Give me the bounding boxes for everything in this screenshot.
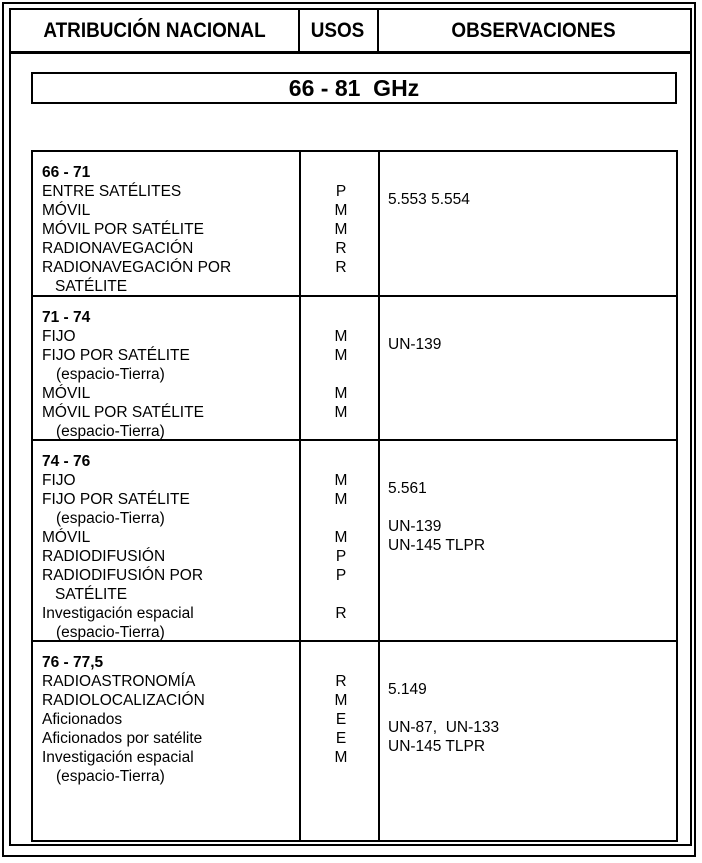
observations-cell (388, 680, 668, 756)
use-code: P (335, 183, 347, 200)
service-label: RADIONAVEGACIÓN POR (42, 259, 232, 276)
table-row (33, 640, 676, 844)
use-code: E (335, 711, 347, 728)
header-atribucion: ATRIBUCIÓN NACIONAL (43, 18, 266, 42)
use-code: M (334, 472, 348, 489)
table-frame (9, 8, 692, 846)
table-row (33, 152, 676, 295)
table-row (33, 295, 676, 441)
table-row (33, 439, 676, 642)
use-code (301, 509, 381, 528)
service-label: (espacio-Tierra) (56, 423, 165, 440)
use-code: M (334, 221, 348, 238)
header-divider (298, 10, 300, 52)
use-code: M (334, 347, 348, 364)
allocation-table (31, 150, 678, 842)
use-code: R (335, 259, 347, 276)
service-label: RADIOASTRONOMÍA (42, 673, 196, 690)
observation-note: UN-139 (388, 518, 442, 535)
service-label: Aficionados (42, 711, 123, 728)
use-code (301, 365, 381, 384)
service-label: FIJO POR SATÉLITE (42, 491, 190, 508)
service-label: (espacio-Tierra) (56, 510, 165, 527)
observations-cell (388, 190, 668, 209)
use-code: M (334, 404, 348, 421)
service-label: (espacio-Tierra) (56, 624, 165, 641)
use-code (301, 585, 381, 604)
use-code: M (334, 385, 348, 402)
service-label: Investigación espacial (42, 749, 194, 766)
use-code: R (335, 240, 347, 257)
spacer (301, 308, 381, 327)
use-code: M (334, 529, 348, 546)
use-code: M (334, 328, 348, 345)
service-label: MÓVIL POR SATÉLITE (42, 404, 204, 421)
service-label: FIJO (42, 328, 76, 345)
spacer (301, 653, 381, 672)
uses-cell (301, 653, 381, 786)
service-label: RADIODIFUSIÓN (42, 548, 166, 565)
observation-note: 5.561 (388, 480, 427, 497)
observation-note: UN-145 TLPR (388, 738, 486, 755)
use-code: M (334, 692, 348, 709)
uses-cell (301, 452, 381, 642)
observation-note: UN-145 TLPR (388, 537, 486, 554)
uses-cell (301, 308, 381, 441)
observation-note: UN-87, UN-133 (388, 719, 500, 736)
use-code: E (335, 730, 347, 747)
header-divider (377, 10, 379, 52)
service-label: Aficionados por satélite (42, 730, 203, 747)
service-label: FIJO POR SATÉLITE (42, 347, 190, 364)
use-code: R (335, 605, 347, 622)
header-usos: USOS (310, 18, 365, 42)
service-label: FIJO (42, 472, 76, 489)
observations-cell (388, 335, 668, 354)
use-code: M (334, 491, 348, 508)
use-code: P (335, 548, 347, 565)
use-code: P (335, 567, 347, 584)
use-code: M (334, 749, 348, 766)
service-label: SATÉLITE (55, 278, 128, 295)
use-code (301, 277, 381, 296)
observation-note: 5.553 5.554 (388, 191, 470, 208)
table-header (11, 10, 690, 54)
band-title: 66 - 81 GHz (31, 72, 677, 104)
band-range: 74 - 76 (42, 453, 91, 470)
allocation-cell (42, 308, 302, 441)
service-label: MÓVIL (42, 385, 91, 402)
service-label: MÓVIL (42, 529, 91, 546)
service-label: RADIODIFUSIÓN POR (42, 567, 204, 584)
observation-note: UN-139 (388, 336, 442, 353)
observation-note (388, 699, 668, 718)
service-label: Investigación espacial (42, 605, 194, 622)
service-label: MÓVIL POR SATÉLITE (42, 221, 204, 238)
uses-cell (301, 163, 381, 296)
band-range: 66 - 71 (42, 164, 91, 181)
service-label: (espacio-Tierra) (56, 768, 165, 785)
use-code: R (335, 673, 347, 690)
service-label: MÓVIL (42, 202, 91, 219)
allocation-cell (42, 163, 302, 296)
service-label: RADIOLOCALIZACIÓN (42, 692, 205, 709)
observation-note: 5.149 (388, 681, 427, 698)
allocation-cell (42, 653, 302, 786)
use-code: M (334, 202, 348, 219)
band-range: 71 - 74 (42, 309, 91, 326)
band-range: 76 - 77,5 (42, 654, 104, 671)
service-label: ENTRE SATÉLITES (42, 183, 182, 200)
observation-note (388, 498, 668, 517)
use-code (301, 767, 381, 786)
service-label: SATÉLITE (55, 586, 128, 603)
observations-cell (388, 479, 668, 555)
service-label: (espacio-Tierra) (56, 366, 165, 383)
spacer (301, 163, 381, 182)
spacer (301, 452, 381, 471)
allocation-cell (42, 452, 302, 642)
service-label: RADIONAVEGACIÓN (42, 240, 194, 257)
header-observaciones: OBSERVACIONES (451, 18, 616, 42)
